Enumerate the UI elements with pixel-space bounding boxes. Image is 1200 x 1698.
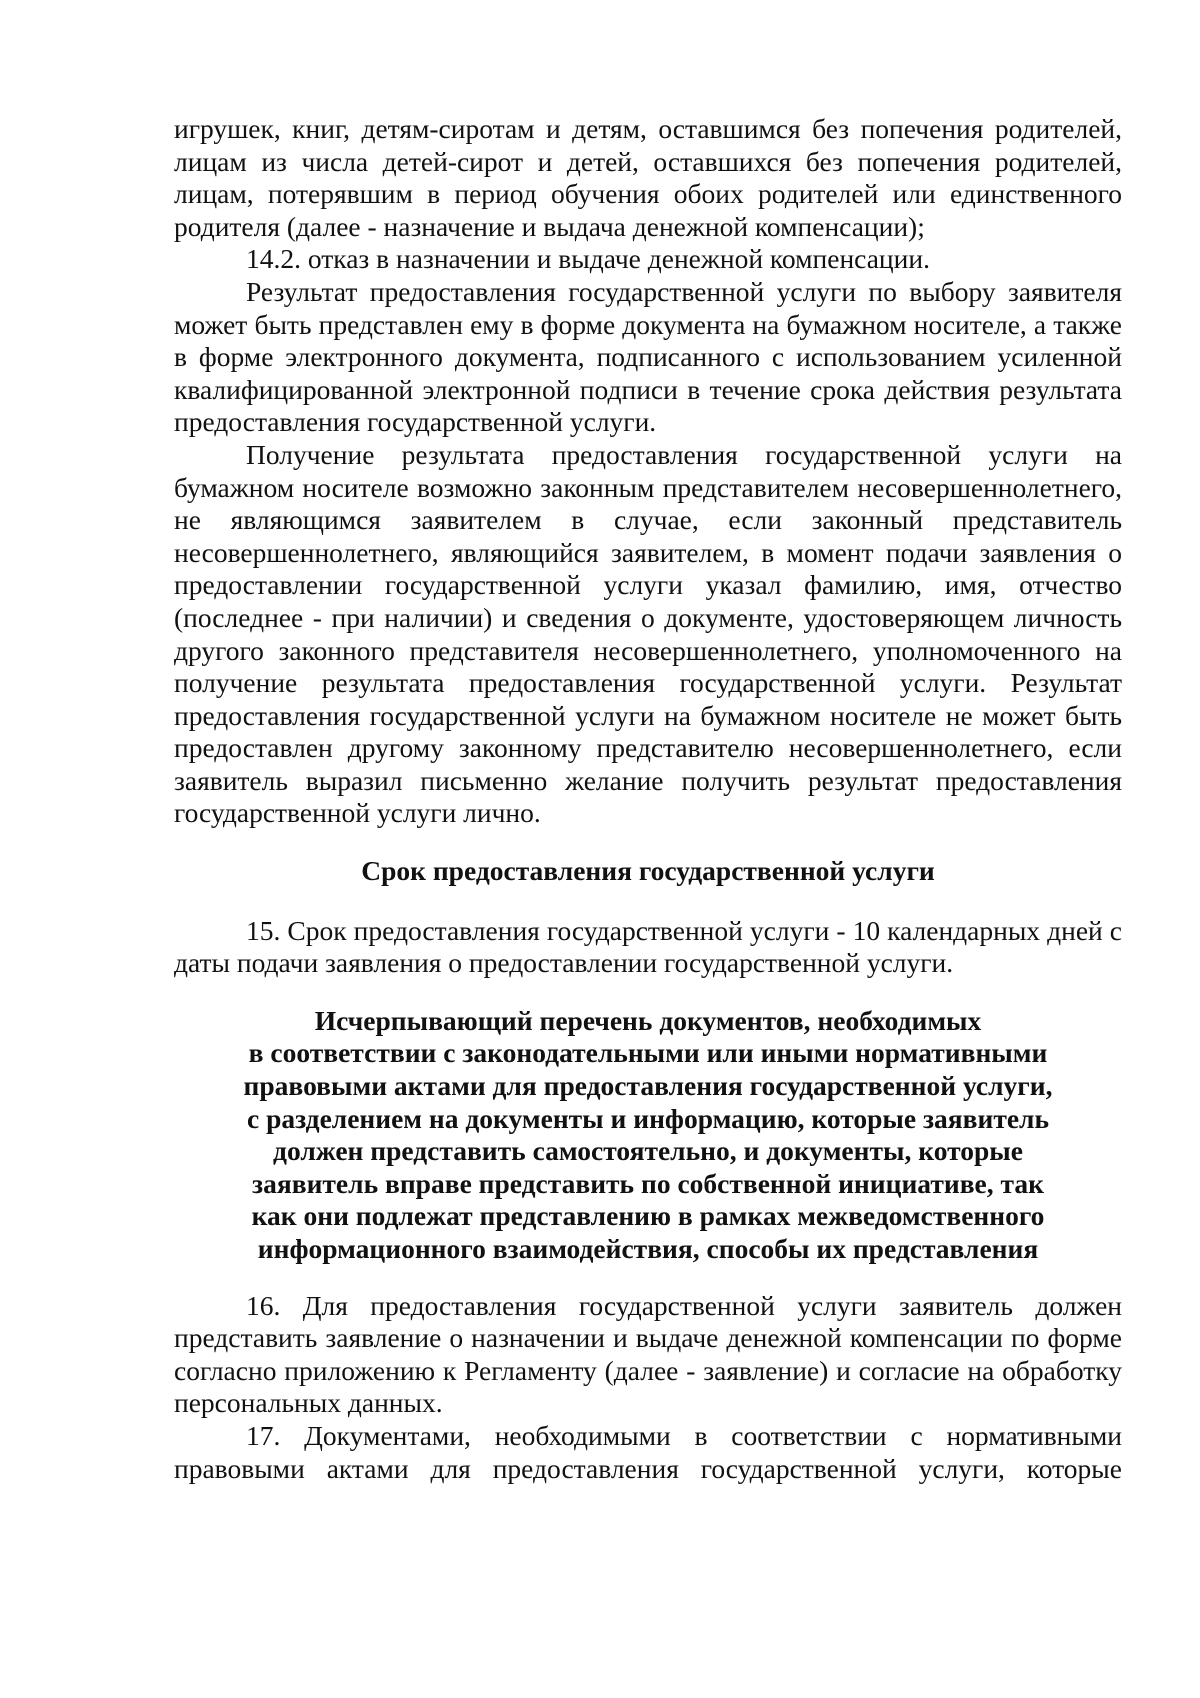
paragraph-continuation: игрушек, книг, детям-сиротам и детям, оставшимся без попечения родителей, лицам из числа детей-сирот и детей, оставшихся без попечения родителей, лицам, потерявшим в период обучения обоих родителей или единственного родителя (далее - назначение и выдача денежной компенсации); — [174, 113, 1122, 242]
heading-line: информационного взаимодействия, способы их представления — [257, 1233, 1039, 1264]
heading-line: в соответствии с законодательными или иными нормативными — [248, 1037, 1048, 1069]
heading-line: как они подлежат представлению в рамках межведомственного — [251, 1200, 1045, 1232]
section-heading-documents — [228, 1005, 1068, 1266]
paragraph-result-receipt: Получение результата предоставления государственной услуги на бумажном носителе возможно законным представителем несовершеннолетнего, не являющимся заявителем в случае, если законный представитель несовершеннолетнего, являющийся заявителем, в момент подачи заявления о предоставлении государственной услуги указал фамилию, имя, отчество (последнее - при наличии) и сведения о документе, удостоверяющем личность другого законного представителя несовершеннолетнего, уполномоченного на получение результата предоставления государственной услуги. Результат предоставления государственной услуги на бумажном носителе не может быть предоставлен другому законному представителю несовершеннолетнего, если заявитель выразил письменно желание получить результат предоставления государственной услуги лично. — [174, 438, 1122, 829]
paragraph-15: 15. Срок предоставления государственной услуги - 10 календарных дней с даты подачи заявления о предоставлении государственной услуги. — [174, 914, 1122, 979]
heading-line: должен представить самостоятельно, и документы, которые — [273, 1135, 1023, 1167]
heading-line: Исчерпывающий перечень документов, необходимых — [314, 1004, 982, 1036]
paragraph-result-form: Результат предоставления государственной услуги по выбору заявителя может быть представлен ему в форме документа на бумажном носителе, а также в форме электронного документа, подписанного с использованием усиленной квалифицированной электронной подписи в течение срока действия результата предоставления государственной услуги. — [174, 275, 1122, 438]
paragraph-17: 17. Документами, необходимыми в соответствии с нормативными правовыми актами для предоставления государственной услуги, которые — [174, 1419, 1122, 1484]
paragraph-16: 16. Для предоставления государственной услуги заявитель должен представить заявление о назначении и выдаче денежной компенсации по форме согласно приложению к Регламенту (далее - заявление) и согласие на обработку персональных данных. — [174, 1289, 1122, 1419]
section-heading-term: Срок предоставления государственной услуги — [361, 855, 935, 887]
paragraph-14-2: 14.2. отказ в назначении и выдаче денежной компенсации. — [246, 243, 930, 275]
heading-line: правовыми актами для предоставления государственной услуги, — [243, 1070, 1053, 1102]
heading-line: заявитель вправе представить по собственной инициативе, так — [252, 1167, 1044, 1199]
document-page — [174, 113, 1122, 1485]
heading-line: с разделением на документы и информацию, которые заявитель — [246, 1102, 1050, 1134]
